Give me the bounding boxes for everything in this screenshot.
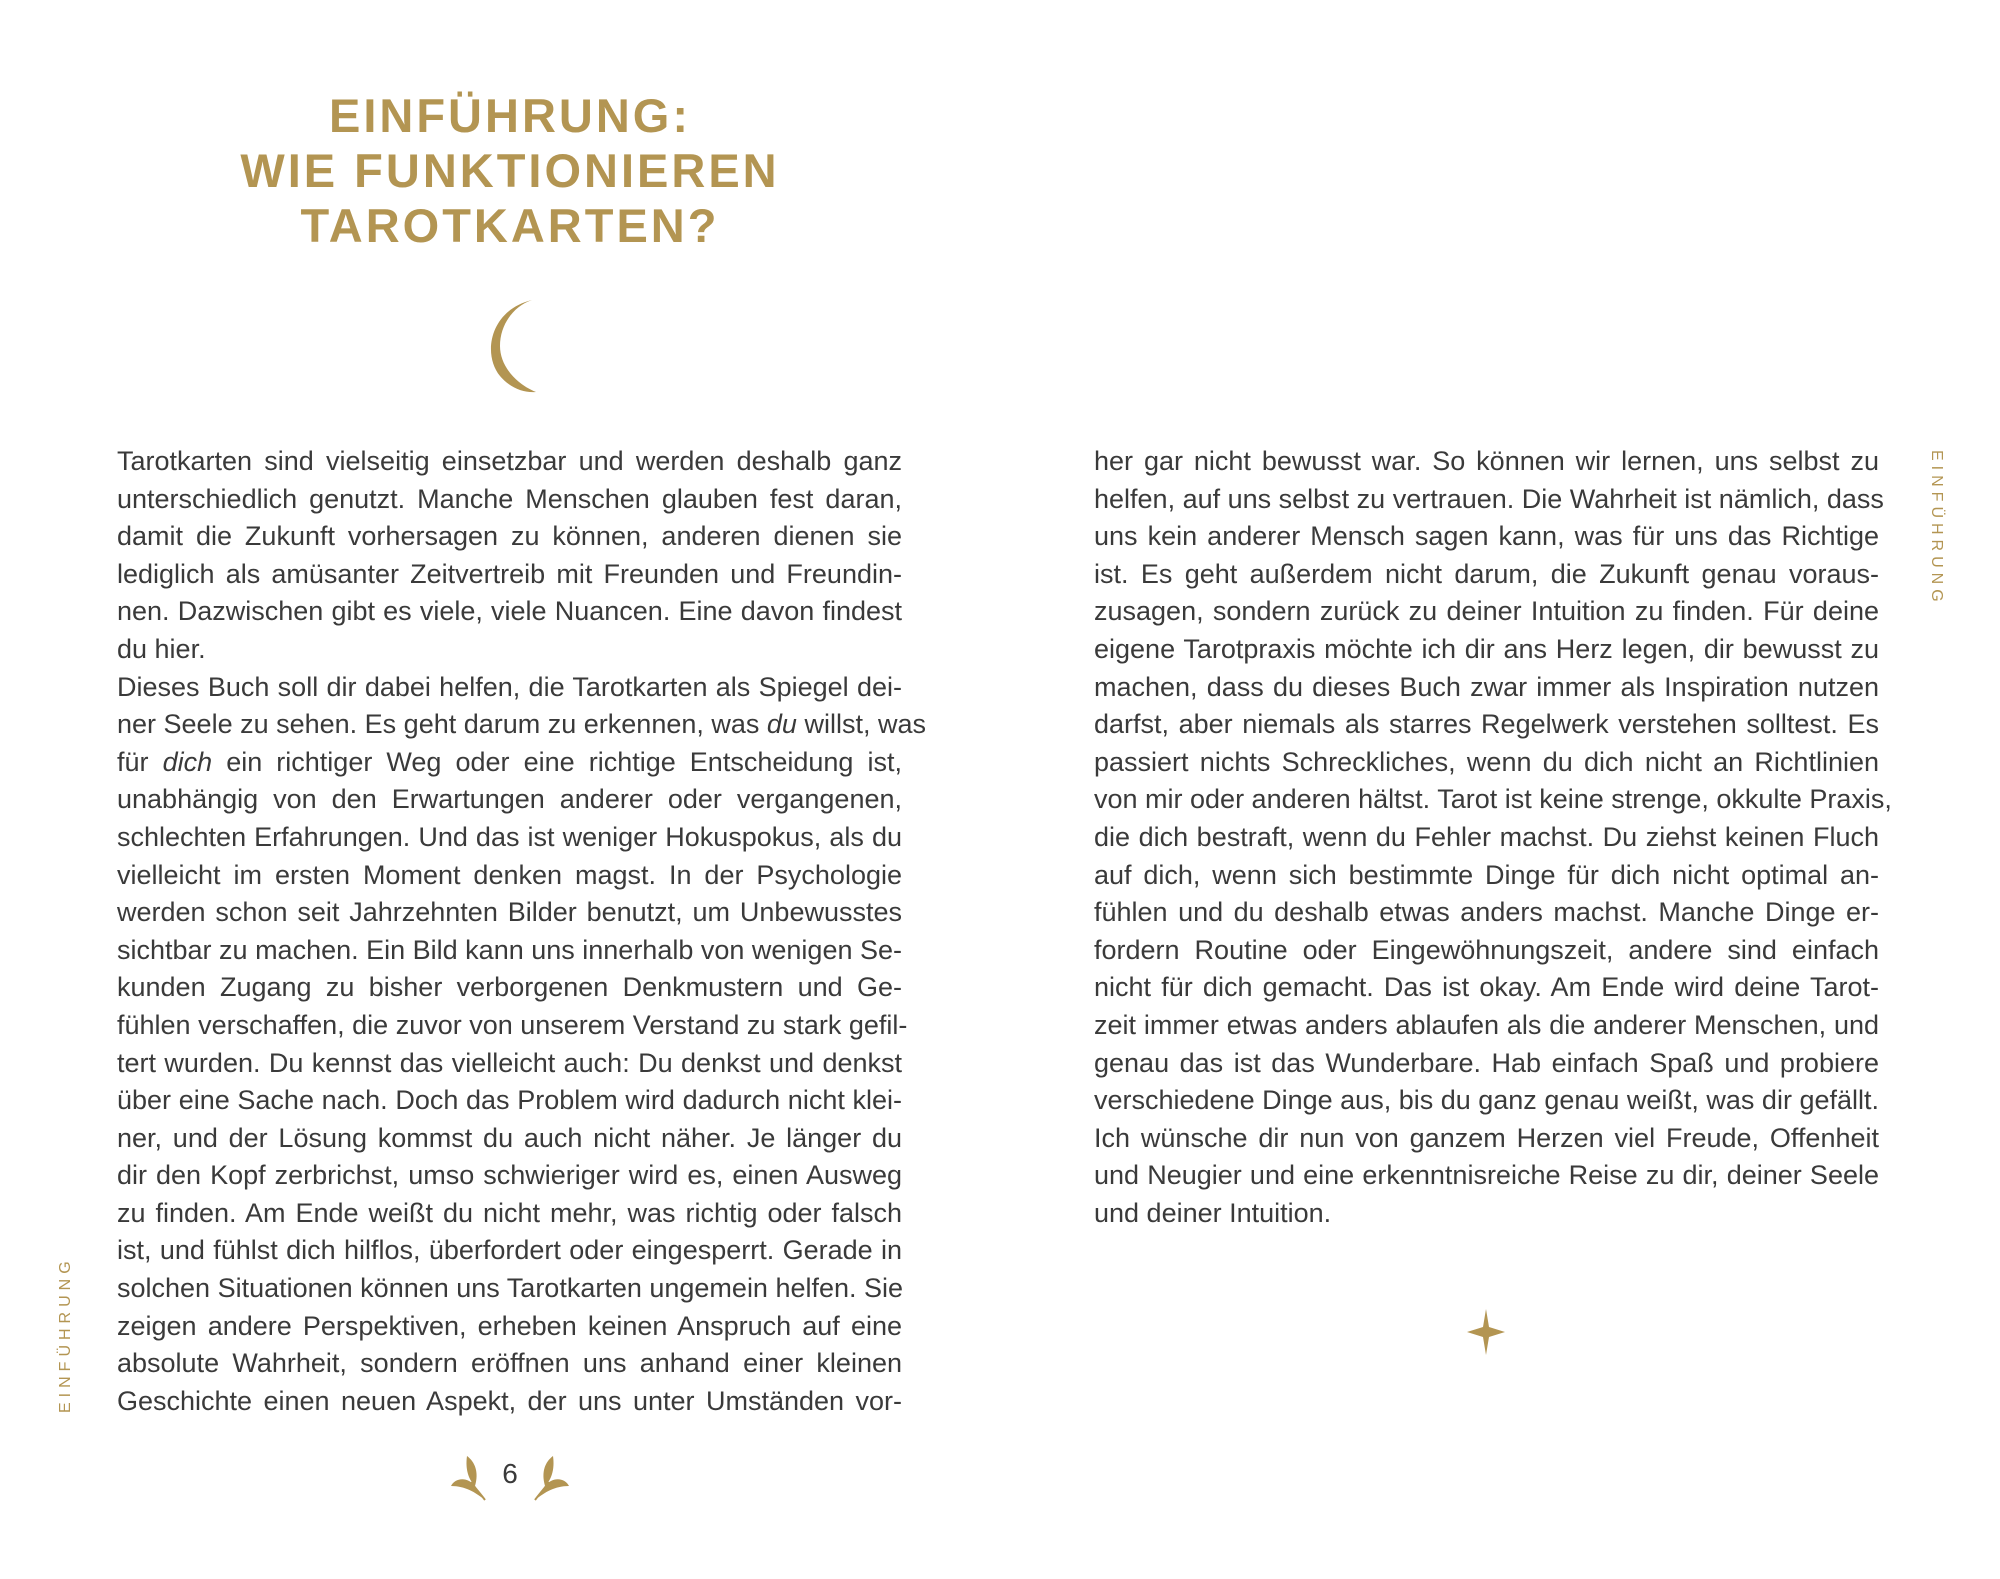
text-line: zeigen andere Perspektiven, erheben keinen Anspruch auf eine	[117, 1310, 902, 1341]
page-number: 6	[502, 1458, 518, 1489]
text-line: dir den Kopf zerbrichst, umso schwieriger wird es, einen Ausweg	[117, 1160, 902, 1191]
text-line: sichtbar zu machen. Ein Bild kann uns innerhalb von wenigen Se-	[117, 934, 902, 965]
text-line: fühlen verschaffen, die zuvor von unserem Verstand zu stark gefil-	[117, 1009, 908, 1040]
text-line: unabhängig von den Erwartungen anderer oder vergangenen,	[117, 784, 902, 815]
text-line: zu finden. Am Ende weißt du nicht mehr, was richtig oder falsch	[117, 1197, 902, 1228]
laurel-leaf-icon	[531, 1452, 575, 1502]
text-line: helfen, auf uns selbst zu vertrauen. Die Wahrheit ist nämlich, dass	[1094, 483, 1884, 514]
text-line: passiert nichts Schreckliches, wenn du dich nicht an Richtlinien	[1094, 746, 1879, 777]
text-line: Dieses Buch soll dir dabei helfen, die Tarotkarten als Spiegel dei-	[117, 671, 902, 702]
text-line: zusagen, sondern zurück zu deiner Intuition zu finden. Für deine	[1094, 596, 1879, 627]
chapter-title-line-2: WIE FUNKTIONIEREN	[240, 144, 780, 197]
laurel-leaf-icon	[445, 1452, 489, 1502]
text-line: damit die Zukunft vorhersagen zu können, anderen dienen sie	[117, 521, 902, 552]
text-line: absolute Wahrheit, sondern eröffnen uns anhand einer kleinen	[117, 1348, 902, 1379]
text-line	[117, 706, 926, 744]
text-line: du hier.	[117, 633, 206, 664]
text-line: ist. Es geht außerdem nicht darum, die Zukunft genau voraus-	[1094, 558, 1879, 589]
text-line: zeit immer etwas anders ablaufen als die anderer Menschen, und	[1094, 1009, 1879, 1040]
page-number-ornament	[445, 1452, 575, 1502]
star-icon	[1467, 1309, 1505, 1355]
text-line: darfst, aber niemals als starres Regelwerk verstehen solltest. Es	[1094, 709, 1879, 740]
text-line: fordern Routine oder Eingewöhnungszeit, andere sind einfach	[1094, 934, 1879, 965]
text-line: Tarotkarten sind vielseitig einsetzbar und werden deshalb ganz	[117, 446, 902, 476]
text-line: über eine Sache nach. Doch das Problem wird dadurch nicht klei-	[117, 1085, 902, 1116]
text-run: ein richtiger Weg oder eine richtige Entscheidung ist,	[226, 746, 902, 777]
text-line: und Neugier und eine erkenntnisreiche Reise zu dir, deiner Seele	[1094, 1160, 1879, 1191]
text-line: die dich bestraft, wenn du Fehler machst. Du ziehst keinen Fluch	[1094, 821, 1879, 852]
body-text-left-column	[117, 443, 926, 1420]
text-line: her gar nicht bewusst war. So können wir lernen, uns selbst zu	[1094, 446, 1879, 476]
running-head-right: EINFÜHRUNG	[1928, 450, 1945, 607]
text-line: kunden Zugang zu bisher verborgenen Denkmustern und Ge-	[117, 972, 902, 1003]
text-line: ner, und der Lösung kommst du auch nicht näher. Je länger du	[117, 1122, 902, 1153]
text-line: auf dich, wenn sich bestimmte Dinge für dich nicht optimal an-	[1094, 859, 1879, 890]
text-line: Geschichte einen neuen Aspekt, der uns unter Umständen vor-	[117, 1385, 902, 1416]
text-line: werden schon seit Jahrzehnten Bilder benutzt, um Unbewusstes	[117, 897, 902, 928]
text-line: Ich wünsche dir nun von ganzem Herzen viel Freude, Offenheit	[1094, 1122, 1879, 1153]
text-line: und deiner Intuition.	[1094, 1197, 1332, 1228]
text-line	[117, 744, 902, 782]
text-line: nen. Dazwischen gibt es viele, viele Nuancen. Eine davon findest	[117, 596, 902, 627]
text-line: unterschiedlich genutzt. Manche Menschen glauben fest daran,	[117, 483, 902, 514]
chapter-title	[170, 88, 850, 253]
text-line: solchen Situationen können uns Tarotkarten ungemein helfen. Sie	[117, 1273, 904, 1304]
text-line: verschiedene Dinge aus, bis du ganz genau weißt, was dir gefällt.	[1094, 1085, 1879, 1116]
text-run: willst, was	[804, 709, 926, 740]
running-head-left: EINFÜHRUNG	[57, 1256, 74, 1413]
text-line: tert wurden. Du kennst das vielleicht auch: Du denkst und denkst	[117, 1047, 902, 1078]
text-line: nicht für dich gemacht. Das ist okay. Am Ende wird deine Tarot-	[1094, 972, 1879, 1003]
text-line: genau das ist das Wunderbare. Hab einfach Spaß und probiere	[1094, 1047, 1879, 1078]
text-run: ner Seele zu sehen. Es geht darum zu erkennen, was	[117, 709, 760, 740]
crescent-moon-icon	[480, 298, 540, 394]
right-page	[1000, 0, 2000, 1579]
text-line: eigene Tarotpraxis möchte ich dir ans Herz legen, dir bewusst zu	[1094, 633, 1879, 664]
text-line: fühlen und du deshalb etwas anders machst. Manche Dinge er-	[1094, 897, 1879, 928]
body-text-right-column	[1094, 443, 1892, 1232]
text-line: ist, und fühlst dich hilflos, überfordert oder eingesperrt. Gerade in	[117, 1235, 902, 1266]
emphasis-text: du	[766, 709, 797, 740]
text-line: vielleicht im ersten Moment denken magst. In der Psychologie	[117, 859, 902, 890]
text-line: lediglich als amüsanter Zeitvertreib mit Freunden und Freundin-	[117, 558, 902, 589]
chapter-title-line-3: TAROTKARTEN?	[300, 199, 720, 252]
emphasis-text: dich	[162, 746, 213, 777]
chapter-title-line-1: EINFÜHRUNG:	[329, 89, 691, 142]
text-line: schlechten Erfahrungen. Und das ist weniger Hokuspokus, als du	[117, 821, 902, 852]
text-line: von mir oder anderen hältst. Tarot ist keine strenge, okkulte Praxis,	[1094, 784, 1892, 815]
text-run: für	[117, 746, 149, 777]
text-line: machen, dass du dieses Buch zwar immer als Inspiration nutzen	[1094, 671, 1879, 702]
text-line: uns kein anderer Mensch sagen kann, was für uns das Richtige	[1094, 521, 1879, 552]
